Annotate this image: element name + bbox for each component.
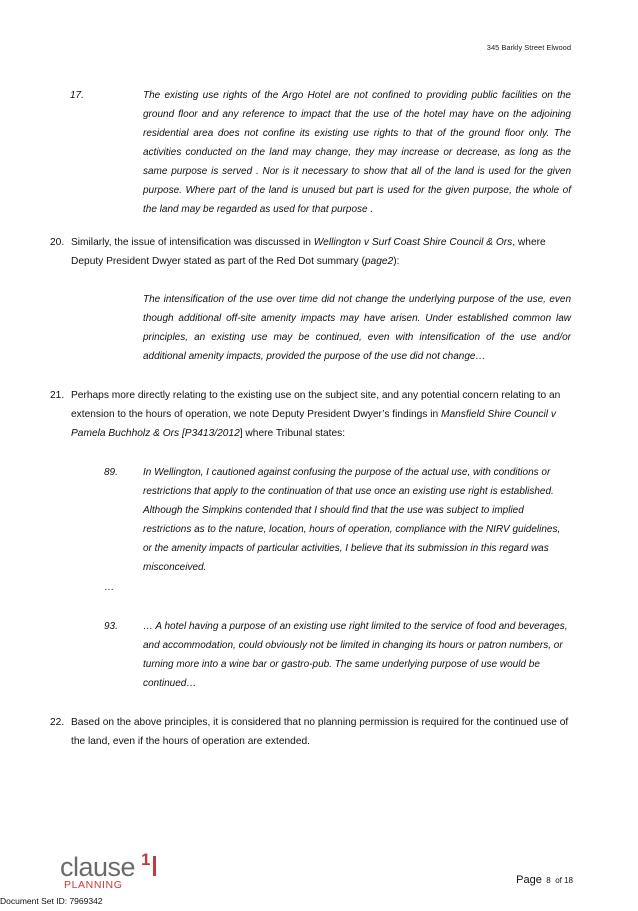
page-current: 8: [546, 876, 551, 885]
quote-89-text: In Wellington, I cautioned against confusing the purpose of the actual use, with conditions or restrictions that apply to the continuation of that use once an existing use right is established. Although the Simpkins contended that I should find that the use was subject to implied restrictions as to the nature, location, hours of operation, compliance with the NIRV guidelines, or the amenity impacts of particular activities, I believe that its submission in this regard was misconceived.: [143, 467, 561, 573]
quote-17-text: The existing use rights of the Argo Hotel are not confined to providing public facilities on the ground floor and any reference to impact that the use of the hotel may have on the adjoining residential area does not confine its existing use rights to that of the ground floor only. The activities conducted on the land may change, they may increase or decrease, as long as the same purpose is served . Nor is it necessary to show that all of the land is used for the given purpose. Where part of the land is unused but part is used for the given purpose, the whole of the land may be regarded as used for that purpose .: [143, 90, 571, 215]
logo-wordmark: clause: [60, 852, 136, 882]
paragraph-21-number: 21.: [50, 390, 65, 401]
logo-accent-bar: [153, 856, 156, 876]
page-reference: page2: [364, 256, 394, 267]
logo-superscript: 1: [141, 850, 151, 869]
paragraph-22-number: 22.: [50, 717, 65, 728]
page-total: of 18: [555, 876, 573, 885]
paragraph-20: [50, 233, 578, 271]
paragraph-20-middle: , where Deputy President Dwyer stated as part of the Red Dot summary (: [71, 237, 546, 267]
paragraph-20-intro: Similarly, the issue of intensification was discussed in: [71, 237, 314, 248]
case-citation-mansfield: Mansfield Shire Council v Pamela Buchholz & Ors [P3413/2012: [71, 409, 556, 439]
paragraph-21-end: ] where Tribunal states:: [239, 428, 346, 439]
quote-17-number: 17.: [70, 90, 84, 101]
paragraph-21-intro: Perhaps more directly relating to the existing use on the subject site, and any potential concern relating to an extension to the hours of operation, we note Deputy President Dwyer’s findings in: [71, 390, 561, 420]
clause1-planning-logo: [60, 852, 170, 894]
paragraph-21: [50, 386, 578, 443]
paragraph-22-text: Based on the above principles, it is considered that no planning permission is required for the continued use of the land, even if the hours of operation are extended.: [71, 717, 569, 747]
quote-93-number: 93.: [104, 621, 118, 632]
document-set-id: Document Set ID: 7969342: [0, 896, 103, 906]
case-citation-wellington: Wellington v Surf Coast Shire Council & Ors: [313, 237, 513, 248]
page-label: Page: [516, 874, 542, 886]
logo-planning-text: PLANNING: [64, 879, 123, 891]
omission-ellipsis: …: [104, 582, 114, 593]
quote-93-text: … A hotel having a purpose of an existing use right limited to the service of food and beverages, and accommodation, could obviously not be limited in changing its hours or patron numbers, or turning more into a wine bar or gastro-pub. The same underlying purpose of use would be continued…: [143, 621, 568, 689]
quote-89-number: 89.: [104, 467, 118, 478]
paragraph-20-number: 20.: [50, 237, 65, 248]
header-address: 345 Barkly Street Elwood: [486, 43, 571, 52]
paragraph-22: [50, 713, 578, 751]
quote-wellington-text: The intensification of the use over time did not change the underlying purpose of the use, even though additional off-site amenity impacts may have arisen. Under established common law principles, an existing use may be continued, even with intensification of the use and/or additional amenity impacts, provided the purpose of the use did not change…: [143, 294, 571, 362]
paragraph-20-end: ):: [393, 256, 400, 267]
page-number: [516, 870, 573, 888]
